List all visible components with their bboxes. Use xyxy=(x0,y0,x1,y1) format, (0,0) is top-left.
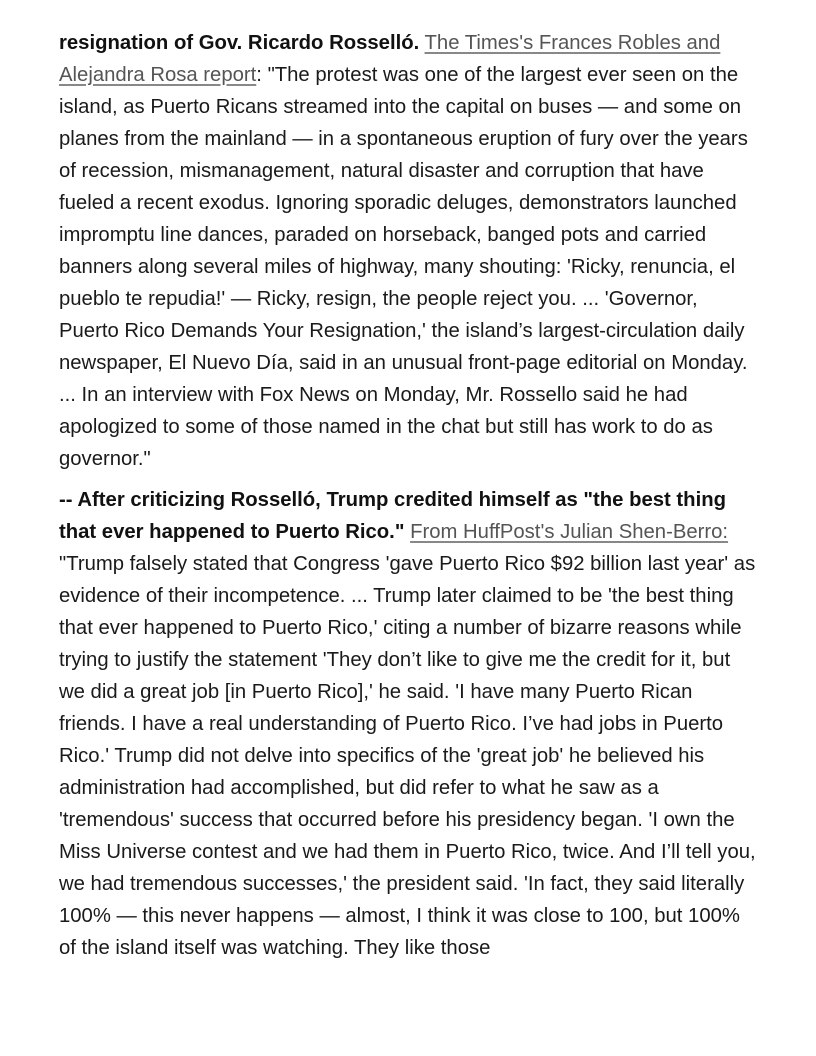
paragraph-protest xyxy=(59,27,759,475)
article-body xyxy=(59,27,759,973)
paragraph-lead: resignation of Gov. Ricardo Rosselló. xyxy=(59,32,420,54)
paragraph-text: : "The protest was one of the largest ever seen on the island, as Puerto Ricans streamed into the capital on buses — and some on planes from the mainland — in a spontaneous eruption of fury over the years of recession, mismanagement, natural disaster and corruption that have fueled a recent exodus. Ignoring sporadic deluges, demonstrators launched impromptu line dances, paraded on horseback, banged pots and carried banners along several miles of highway, many shouting: 'Ricky, renuncia, el pueblo te repudia!' — Ricky, resign, the people reject you. ... 'Governor, Puerto Rico Demands Your Resignation,' the island’s largest-circulation daily newspaper, El Nuevo Día, said in an unusual front-page editorial on Monday. ... In an interview with Fox News on Monday, Mr. Rossello said he had apologized to some of those named in the chat but still has work to do as governor." xyxy=(59,64,748,470)
paragraph-text: "Trump falsely stated that Congress 'gave Puerto Rico $92 billion last year' as evidence of their incompetence. ... Trump later claimed to be 'the best thing that ever happened to Puerto Rico,' citing a number of bizarre reasons while trying to justify the statement 'They don’t like to give me the credit for it, but we did a great job [in Puerto Rico],' he said. 'I have many Puerto Rican friends. I have a real understanding of Puerto Rico. I’ve had jobs in Puerto Rico.' Trump did not delve into specifics of the 'great job' he believed his administration had accomplished, but did refer to what he saw as a 'tremendous' success that occurred before his presidency began. 'I own the Miss Universe contest and we had them in Puerto Rico, twice. And I’ll tell you, we had tremendous successes,' the president said. 'In fact, they said literally 100% — this never happens — almost, I think it was close to 100, but 100% of the island itself was watching. They like those xyxy=(59,553,756,959)
huffpost-link[interactable]: From HuffPost's Julian Shen-Berro: xyxy=(410,521,729,543)
paragraph-trump xyxy=(59,484,759,964)
paragraph-lead: -- After criticizing Rosselló, Trump credited himself as "the best thing that ever happened to Puerto Rico." xyxy=(59,489,726,543)
times-report-link[interactable]: The Times's Frances Robles and Alejandra Rosa report xyxy=(59,32,721,86)
